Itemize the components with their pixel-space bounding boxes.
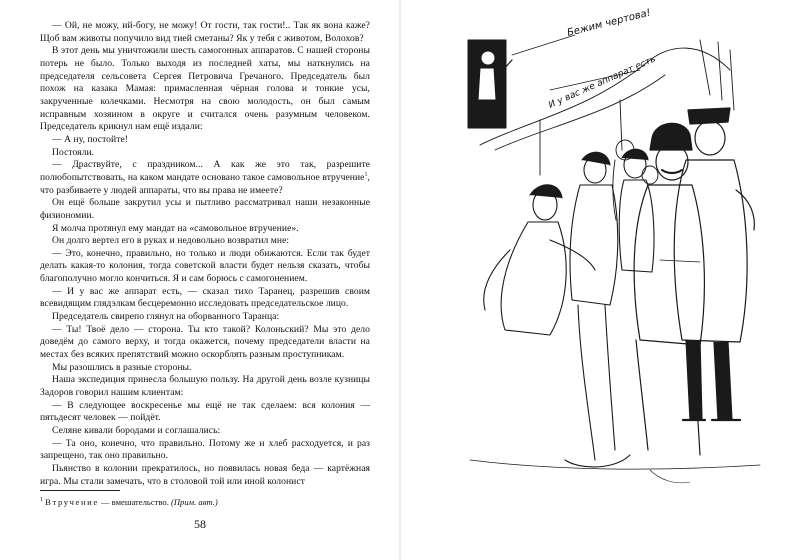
- footnote-number: 1: [40, 497, 43, 503]
- footnote-author-note: (Прим. авт.): [170, 496, 218, 507]
- paragraph: Я молча протянул ему мандат на «самовольное втручение».: [52, 222, 299, 234]
- sign-pointer-line: [512, 35, 575, 55]
- sign-text-side: И у вас же аппарат есть: [547, 54, 658, 111]
- paragraph-with-footnote: [40, 159, 370, 197]
- hut-drawing: [480, 40, 734, 175]
- paragraph: — Ты! Твоё дело — сторона. Ты кто такой? Колоньский? Мы это дело доведём до самого верху, и тогда окажется, почему председатели власти на местах без всяких препятствий можно оскорблять разным проступникам.: [40, 323, 370, 361]
- footnote-text: — вмешательство.: [98, 496, 171, 507]
- paragraph-text-tail: , что разбиваете у людей аппараты, что вы права не имеете?: [40, 171, 370, 196]
- footnote-marker: 1: [364, 171, 368, 178]
- ink-illustration: [400, 0, 800, 560]
- paragraph: Он долго вертел его в руках и недовольно возвратил мне:: [52, 235, 290, 247]
- paragraph: В этот день мы уничтожили шесть самогонных аппаратов. С нашей стороны потерь не было. Только выходя из последней хаты, мы наткнулись на председателя сельсовета Сергея Петровича Гречаного. Председатель был похож на казака Мамая: примасленная чёрная голова и тонкие усы, закрученные колечками. Несмотря на свою молодость, он был самым исправным хозяином в округе и считался очень разумным человеком. Председатель крикнул нам ещё издали:: [40, 45, 370, 133]
- right-page: [400, 0, 800, 560]
- footnote: [40, 495, 370, 508]
- paragraph: Наша экспедиция принесла большую пользу. На другой день возле кузницы Задоров говорил нашим клиентам:: [40, 374, 370, 399]
- woman-at-window-figure: [468, 40, 512, 128]
- villager-figure: [619, 149, 654, 272]
- paragraph: Мы разошлись в разные стороны.: [52, 361, 192, 373]
- body-text: [40, 20, 370, 488]
- page-number: 58: [194, 517, 206, 531]
- paragraph: Он ещё больше закрутил усы и пытливо рассматривал наши незаконные физиономии.: [40, 197, 370, 221]
- paragraph: Постояли.: [52, 146, 95, 158]
- paragraph: — И у вас же аппарат есть, — сказал тихо Таранец, разрешив своим всевидящим глядэлкам бесцеремонно исследовать председательское лицо.: [40, 285, 370, 310]
- paragraph: — Это, конечно, правильно, но только и люди обижаются. Если так будет делать какая-то колония, тогда советской власти будет нельзя сказать, чтобы благополучно могло кончиться. Я и сам борюсь с самогонением.: [40, 247, 370, 285]
- paragraph: — А ну, постойте!: [52, 133, 129, 145]
- paragraph: Пьянство в колонии прекратилось, но появилась новая беда — картёжная игра. Мы стали замечать, что в столовой той или иной колонист: [40, 462, 370, 487]
- footnote-divider: [40, 490, 120, 491]
- sign-text-top: Бежим чертова!: [566, 7, 652, 39]
- paragraph: — Ой, не можу, ий-богу, не можу! От гости, так гости!.. Так як вона каже? Щоб вам животы попучило вид тией сметаны? Як у тебя с животом, Волохов?: [40, 20, 370, 44]
- paragraph: — Та оно, конечно, что правильно. Потому же и хлеб расходуется, и раз запрещено, так оно правильно.: [40, 437, 370, 462]
- ground-line: [470, 460, 760, 469]
- paragraph: Селяне кивали бородами и соглашались:: [52, 425, 221, 436]
- villager-figure: [642, 166, 658, 184]
- paragraph: Председатель свирепо глянул на оборванного Таранца:: [52, 311, 280, 323]
- footnote-term: Втручение: [45, 496, 99, 507]
- paragraph: — В следующее воскресенье мы ещё не так сделаем: вся колония — пятьдесят человек — пойдёт.: [40, 399, 370, 424]
- paragraph-text: — Драствуйте, с праздником... А как же это так, разрешите полюбопытствовать, на каком мандате основано такое самовольное втручение: [40, 159, 370, 183]
